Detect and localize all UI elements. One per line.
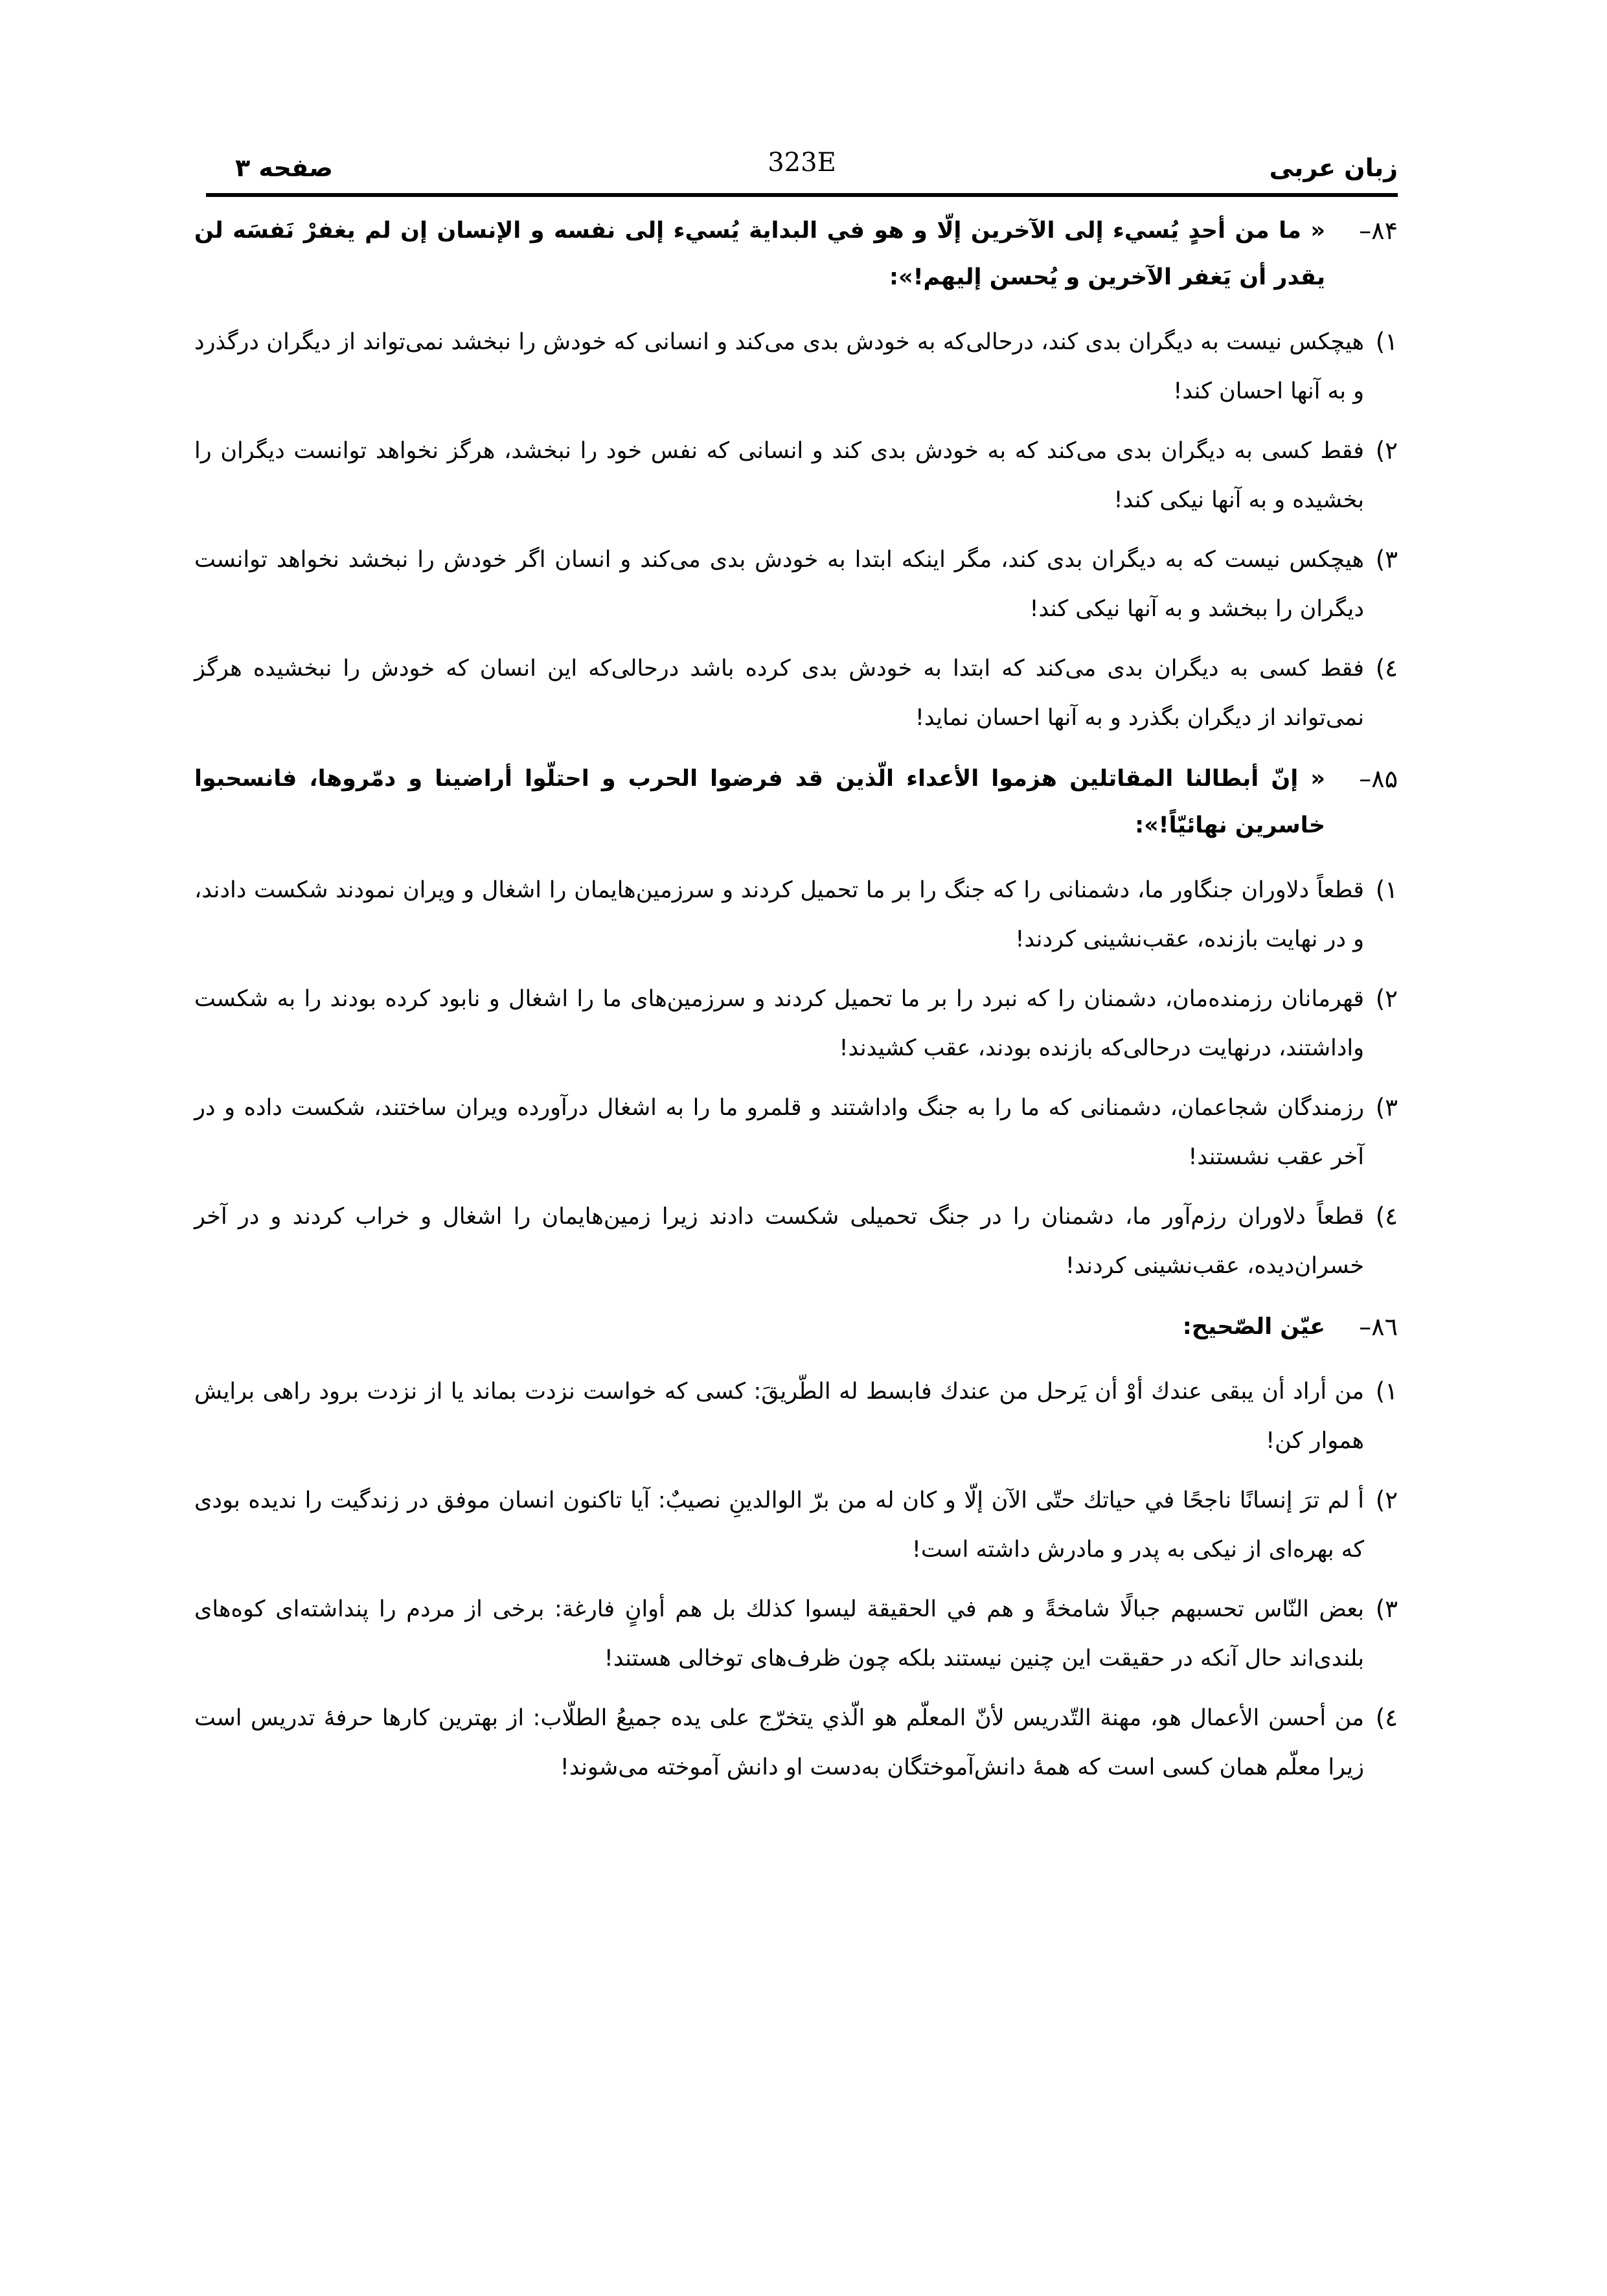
option-text: رزمندگان شجاعمان، دشمنانی که ما را به جنگ واداشتند و قلمرو ما را به اشغال درآورده ویران ساختند، شکست داده و در آخر عقب نشستند! xyxy=(194,1095,1364,1170)
option-number: ٤) xyxy=(1375,654,1398,682)
option-4[interactable] xyxy=(194,1192,1398,1291)
question-84 xyxy=(194,207,1398,301)
option-number: ۲) xyxy=(1375,1486,1398,1514)
option-text: قطعاً دلاوران رزم‌آور ما، دشمنان را در جنگ تحمیلی شکست دادند زیرا زمین‌هایمان را اشغال و خراب کردند و در آخر خسران‌دیده، عقب‌نشینی کردند! xyxy=(194,1204,1364,1279)
questions-container xyxy=(194,207,1398,1805)
option-3[interactable] xyxy=(194,1083,1398,1182)
option-2[interactable] xyxy=(194,426,1398,525)
option-text: هیچکس نیست که به دیگران بدی کند، مگر اینکه ابتدا به خودش بدی می‌کند و انسان اگر خودش را نبخشد نخواهد توانست دیگران را ببخشد و به آنها نیکی کند! xyxy=(194,547,1364,622)
option-3[interactable] xyxy=(194,1585,1398,1683)
option-text: بعض النّاس تحسبهم جبالًا شامخةً و هم في الحقيقة ليسوا كذلك بل هم أوانٍ فارغة: برخی از مردم را پنداشته‌ای کوه‌های بلندی‌اند حال آنکه در حقیقت این چنین نیستند بلکه چون ظرف‌های توخالی هستند! xyxy=(194,1596,1364,1671)
option-text: أ لم ترَ إنسانًا ناجحًا في حياتك حتّى الآن إلّا و كان له من برّ الوالدينِ نصيبٌ: آیا تاکنون انسان موفق در زندگیت را ندیده بودی که بهره‌ای از نیکی به پدر و مادرش داشته است! xyxy=(194,1487,1364,1563)
option-text: من أحسن الأعمال هو، مهنة التّدريس لأنّ المعلّم هو الّذي يتخرّج على يده جميعُ الطلّاب: از بهترین کارها حرفهٔ تدریس است زیرا معلّم همان کسی است که همهٔ دانش‌آموختگان به‌دست او دانش آموخته می‌شوند! xyxy=(194,1705,1364,1780)
option-number: ۱) xyxy=(1375,328,1398,356)
exam-code: 323E xyxy=(768,148,836,178)
subject-title: زبان عربی xyxy=(1269,154,1398,182)
option-1[interactable] xyxy=(194,317,1398,416)
option-number: ۱) xyxy=(1375,1377,1398,1405)
option-number: ۳) xyxy=(1375,545,1398,573)
question-86 xyxy=(194,1303,1398,1350)
option-number: ۳) xyxy=(1375,1595,1398,1623)
question-85 xyxy=(194,755,1398,849)
option-1[interactable] xyxy=(194,866,1398,964)
option-3[interactable] xyxy=(194,535,1398,634)
option-1[interactable] xyxy=(194,1367,1398,1465)
question-84-options xyxy=(194,317,1398,742)
option-number: ٤) xyxy=(1375,1202,1398,1230)
question-85-options xyxy=(194,866,1398,1291)
option-2[interactable] xyxy=(194,1476,1398,1574)
page-number: صفحه ۳ xyxy=(235,154,333,182)
option-text: فقط کسی به دیگران بدی می‌کند که ابتدا به خودش بدی کرده باشد درحالی‌که این انسان که خودش را نبخشیده هرگز نمی‌تواند از دیگران بگذرد و به آنها احسان نماید! xyxy=(194,656,1364,731)
question-text: عيّن الصّحيح: xyxy=(1182,1314,1325,1340)
option-text: قطعاً دلاوران جنگاور ما، دشمنانی را که جنگ را بر ما تحمیل کردند و سرزمین‌هایمان را اشغال و ویران نمودند شکست دادند، و در نهایت بازنده، عقب‌نشینی کردند! xyxy=(194,877,1364,952)
option-text: من أراد أن يبقى عندك أوْ أن يَرحل من عندك فابسط له الطّريقَ: کسی که خواست نزدت بماند یا از نزدت برود راهی برایش هموار کن! xyxy=(194,1379,1364,1454)
question-text: « ما من أحدٍ يُسيء إلى الآخرين إلّا و هو في البداية يُسيء إلى نفسه و الإنسان إن لم يغفرْ نَفسَه لن يقدر أن يَغفر الآخرين و يُحسن إليهم!»: xyxy=(194,218,1325,290)
option-number: ۳) xyxy=(1375,1094,1398,1121)
option-number: ٤) xyxy=(1375,1704,1398,1732)
option-number: ۱) xyxy=(1375,876,1398,904)
option-text: قهرمانان رزمنده‌مان، دشمنان را که نبرد را بر ما تحمیل کردند و سرزمین‌های ما را اشغال و نابود کرده بودند را به شکست واداشتند، درنهایت درحالی‌که بازنده بودند، عقب کشیدند! xyxy=(194,986,1364,1061)
option-4[interactable] xyxy=(194,1693,1398,1792)
question-number: ۸٦– xyxy=(1359,1313,1398,1341)
question-86-options xyxy=(194,1367,1398,1792)
option-number: ۲) xyxy=(1375,437,1398,465)
header-divider xyxy=(206,193,1398,197)
question-text: « إنّ أبطالنا المقاتلين هزموا الأعداء الّذين قد فرضوا الحرب و احتلّوا أراضينا و دمّروها، فانسحبوا خاسرين نهائيّاً!»: xyxy=(194,766,1325,838)
option-2[interactable] xyxy=(194,974,1398,1073)
question-number: ۸۴– xyxy=(1359,216,1398,245)
option-text: فقط کسی به دیگران بدی می‌کند که به خودش بدی کند و انسانی که نفس خود را نبخشد، هرگز نخواهد توانست دیگران را بخشیده و به آنها نیکی کند! xyxy=(194,438,1364,513)
page-header xyxy=(206,146,1398,193)
question-number: ۸۵– xyxy=(1359,764,1398,793)
option-number: ۲) xyxy=(1375,985,1398,1013)
option-4[interactable] xyxy=(194,644,1398,742)
option-text: هیچکس نیست به دیگران بدی کند، درحالی‌که به خودش بدی می‌کند و انسانی که خودش را نبخشد نمی‌تواند از دیگران درگذرد و به آنها احسان کند! xyxy=(194,329,1364,404)
